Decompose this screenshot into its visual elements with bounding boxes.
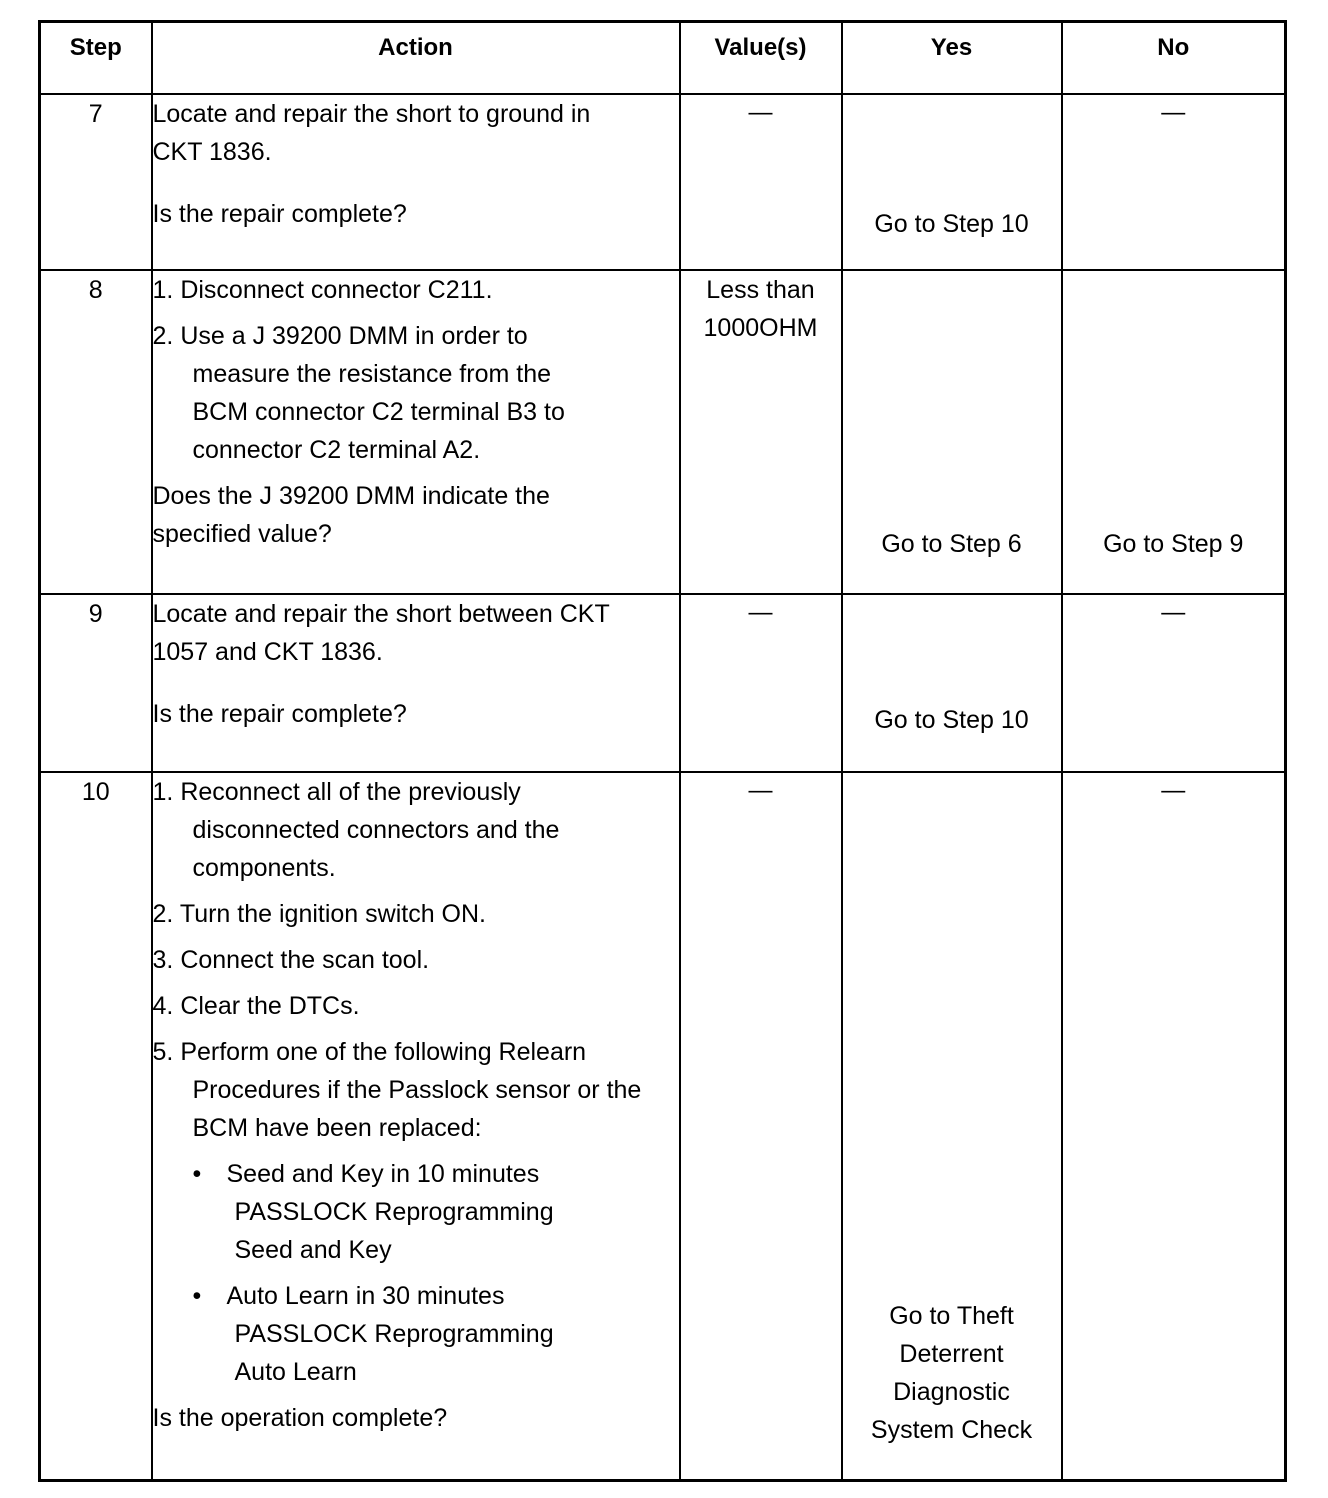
- yes-cell: [842, 594, 1062, 772]
- action-text: Locate and repair the short between CKT 1057 and CKT 1836.: [152, 599, 610, 666]
- relearn-option: • Seed and Key in 10 minutes PASSLOCK Reprogramming Seed and Key: [193, 1155, 679, 1269]
- action-steps: [153, 271, 679, 469]
- table-row: [40, 772, 1286, 1481]
- step-number: 8: [40, 270, 152, 594]
- relearn-options: [153, 1155, 679, 1391]
- no-dash: —: [1161, 598, 1186, 626]
- action-question: Is the repair complete?: [152, 699, 407, 728]
- table-row: [40, 594, 1286, 772]
- action-cell: [152, 94, 680, 270]
- no-cell: [1062, 772, 1286, 1481]
- value-line: 1000OHM: [703, 313, 818, 342]
- action-step: 3. Connect the scan tool.: [152, 945, 430, 974]
- action-step: 2. Use a J 39200 DMM in order to measure the resistance from the BCM connector C2 terminal B3 to connector C2 terminal A2.: [152, 321, 565, 464]
- value-cell: [680, 594, 842, 772]
- header-row: [40, 22, 1286, 94]
- bullet-icon: •: [192, 1281, 202, 1310]
- action-question: Is the repair complete?: [152, 199, 407, 228]
- value-line: Less than: [706, 275, 815, 304]
- yes-cell: [842, 772, 1062, 1481]
- no-cell: [1062, 94, 1286, 270]
- action-steps: [153, 773, 679, 1147]
- relearn-option: • Auto Learn in 30 minutes PASSLOCK Reprogramming Auto Learn: [193, 1277, 679, 1391]
- action-cell: [152, 772, 680, 1481]
- no-dash: —: [1161, 98, 1186, 126]
- yes-link[interactable]: Go to Step 10: [874, 209, 1029, 238]
- value-dash: —: [748, 776, 773, 804]
- yes-link[interactable]: Go to Theft Deterrent Diagnostic System Check: [870, 1301, 1033, 1444]
- step-number: 10: [40, 772, 152, 1481]
- yes-link[interactable]: Go to Step 10: [874, 705, 1029, 734]
- action-cell: [152, 270, 680, 594]
- yes-link[interactable]: Go to Step 6: [881, 529, 1022, 558]
- header-action: Action: [152, 22, 680, 94]
- header-step: Step: [40, 22, 152, 94]
- diagnostic-table: [38, 20, 1287, 1482]
- action-step: 4. Clear the DTCs.: [152, 991, 360, 1020]
- yes-cell: [842, 94, 1062, 270]
- no-link[interactable]: Go to Step 9: [1103, 529, 1244, 558]
- step-number: 9: [40, 594, 152, 772]
- header-yes: Yes: [842, 22, 1062, 94]
- value-dash: —: [748, 598, 773, 626]
- action-step: 1. Reconnect all of the previously disconnected connectors and the components.: [152, 777, 560, 882]
- bullet-icon: •: [192, 1159, 202, 1188]
- header-values: Value(s): [680, 22, 842, 94]
- no-cell: [1062, 594, 1286, 772]
- yes-cell: [842, 270, 1062, 594]
- header-no: No: [1062, 22, 1286, 94]
- action-step: 2. Turn the ignition switch ON.: [152, 899, 486, 928]
- value-dash: —: [748, 98, 773, 126]
- value-cell: [680, 772, 842, 1481]
- action-text: Locate and repair the short to ground in CKT 1836.: [152, 99, 591, 166]
- step-number: 7: [40, 94, 152, 270]
- value-cell: [680, 270, 842, 594]
- action-cell: [152, 594, 680, 772]
- action-question: Is the operation complete?: [152, 1403, 448, 1432]
- action-step: 1. Disconnect connector C211.: [152, 275, 493, 304]
- no-cell: [1062, 270, 1286, 594]
- action-step: 5. Perform one of the following Relearn Procedures if the Passlock sensor or the BCM have been replaced:: [152, 1037, 642, 1142]
- action-question: Does the J 39200 DMM indicate the specified value?: [152, 481, 550, 548]
- table-row: [40, 270, 1286, 594]
- no-dash: —: [1161, 776, 1186, 804]
- table-row: [40, 94, 1286, 270]
- value-cell: [680, 94, 842, 270]
